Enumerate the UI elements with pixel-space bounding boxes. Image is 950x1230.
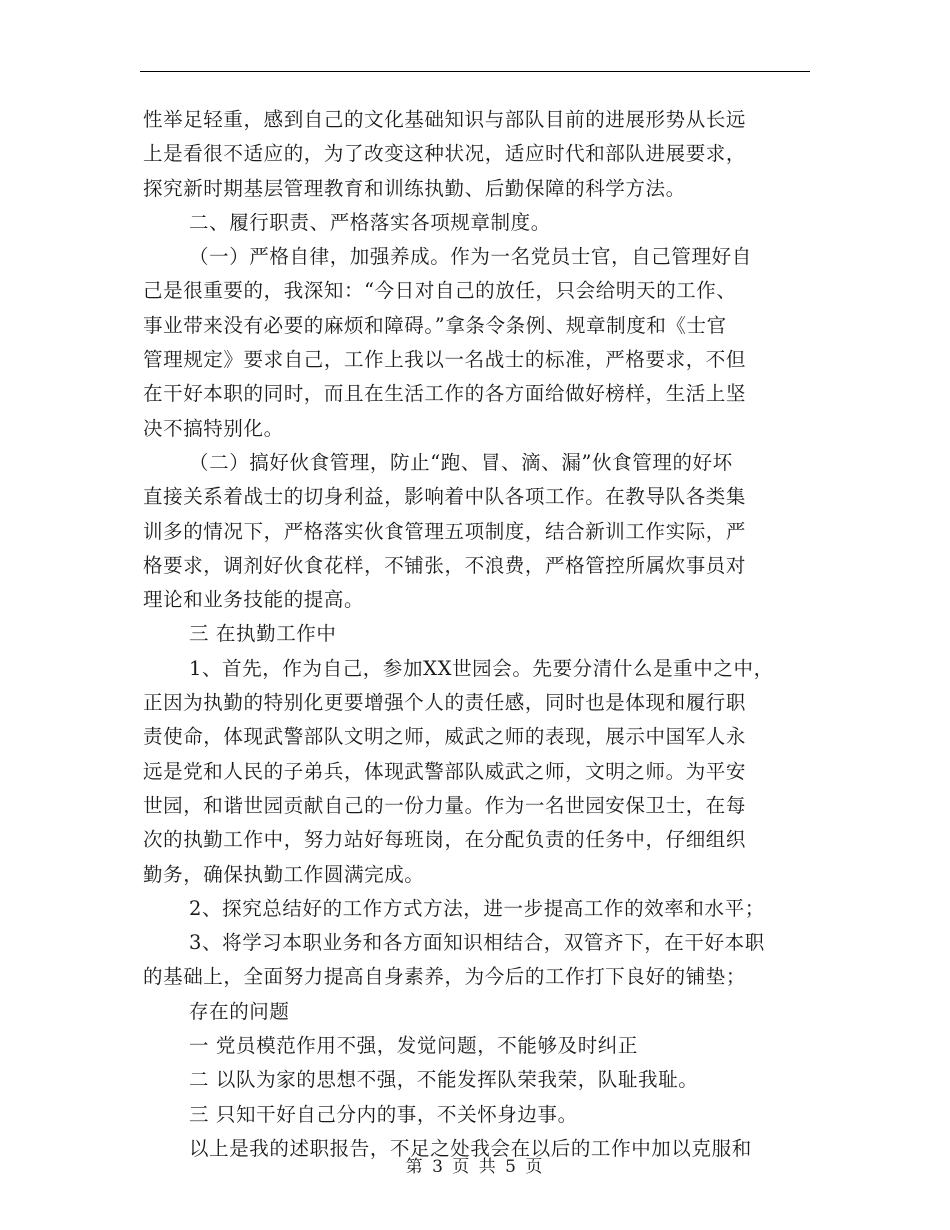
text-line: 二 以队为家的思想不强，不能发挥队荣我荣，队耻我耻。	[189, 1068, 699, 1092]
text-line: 三 只知干好自己分内的事，不关怀身边事。	[189, 1102, 578, 1126]
text-line: 次的执勤工作中，努力站好每班岗，在分配负责的任务中，仔细组织	[143, 828, 747, 852]
text-line: 正因为执勤的特别化更要增强个人的责任感，同时也是体现和履行职	[143, 691, 747, 715]
document-body	[143, 103, 808, 1166]
page-number-footer: 第 3 页 共 5 页	[405, 1157, 545, 1177]
text-line: 事业带来没有必要的麻烦和障碍。”拿条令条例、规章制度和《士官	[143, 313, 727, 337]
text-line: 以上是我的述职报告，不足之处我会在以后的工作中加以克服和	[189, 1136, 752, 1160]
text-line: 格要求，调剂好伙食花样，不铺张，不浪费，严格管控所属炊事员对	[143, 553, 747, 577]
text-line: 世园，和谐世园贡献自己的一份力量。作为一名世园安保卫士，在每	[143, 793, 747, 817]
text-line: 存在的问题	[189, 999, 290, 1023]
text-line: （一）严格自律，加强养成。作为一名党员士官，自己管理好自	[189, 245, 752, 269]
text-line: 管理规定》要求自己，工作上我以一名战士的标准，严格要求，不但	[143, 348, 747, 372]
text-line: 己是很重要的，我深知：“今日对自己的放任，只会给明天的工作、	[143, 279, 737, 303]
text-line: 远是党和人民的子弟兵，体现武警部队威武之师，文明之师。为平安	[143, 759, 747, 783]
header-rule	[140, 71, 810, 72]
text-line: 二、履行职责、严格落实各项规章制度。	[189, 210, 551, 234]
text-line: 三 在执勤工作中	[189, 622, 337, 646]
text-line: 探究新时期基层管理教育和训练执勤、后勤保障的科学方法。	[143, 176, 686, 200]
text-line: 一 党员模范作用不强，发觉问题，不能够及时纠正	[189, 1034, 638, 1058]
text-line: 决不搞特别化。	[143, 416, 284, 440]
text-line: 勤务，确保执勤工作圆满完成。	[143, 862, 425, 886]
text-line: 直接关系着战士的切身利益，影响着中队各项工作。在教导队各类集	[143, 485, 747, 509]
text-line: （二）搞好伙食管理，防止“跑、冒、滴、漏”伙食管理的好坏	[189, 450, 733, 474]
text-line: 训多的情况下，严格落实伙食管理五项制度，结合新训工作实际，严	[143, 519, 747, 543]
text-line: 3、将学习本职业务和各方面知识相结合，双管齐下，在干好本职	[189, 931, 765, 955]
text-line: 性举足轻重，感到自己的文化基础知识与部队目前的进展形势从长远	[143, 108, 747, 131]
text-line: 上是看很不适应的，为了改变这种状况，适应时代和部队进展要求，	[143, 142, 747, 166]
text-line: 的基础上，全面努力提高自身素养，为今后的工作打下良好的铺垫；	[143, 965, 747, 989]
text-line: 理论和业务技能的提高。	[143, 588, 365, 612]
text-line: 在干好本职的同时，而且在生活工作的各方面给做好榜样，生活上坚	[143, 382, 747, 406]
text-line: 2、探究总结好的工作方式方法，进一步提高工作的效率和水平；	[189, 896, 765, 920]
text-line: 责使命，体现武警部队文明之师，威武之师的表现，展示中国军人永	[143, 725, 747, 749]
text-line: 1、首先，作为自己，参加XX世园会。先要分清什么是重中之中，	[189, 656, 774, 680]
